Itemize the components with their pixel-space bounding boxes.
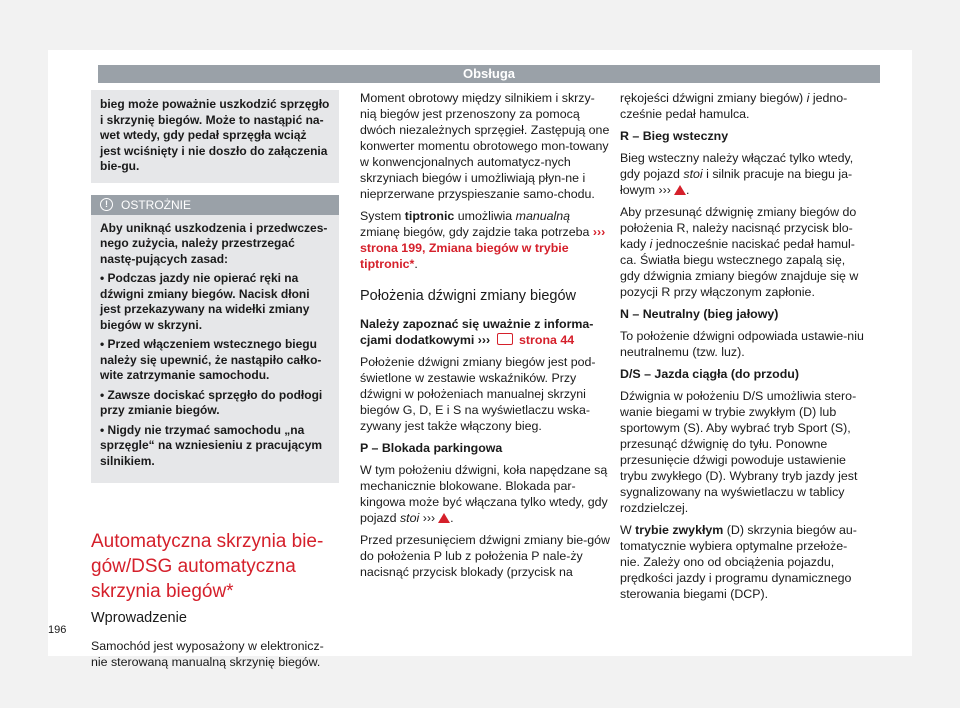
- text: System: [360, 209, 402, 223]
- text: i silnik pracuje na biegu ja-łowym ›››: [620, 167, 853, 197]
- caution-box: [91, 195, 339, 484]
- manual-page: [48, 50, 912, 669]
- text-italic: stoi: [683, 167, 703, 181]
- text: Bieg wsteczny należy włączać tylko wtedy, gdy pojazd: [620, 151, 854, 181]
- text: Należy zapoznać się uważnie z informa-cjami dodatkowymi ›››: [360, 317, 594, 347]
- heading-n: N – Neutralny (bieg jałowy): [620, 307, 779, 321]
- paragraph: [360, 462, 610, 526]
- heading-ds: D/S – Jazda ciągła (do przodu): [620, 367, 800, 381]
- caution-bullet: • Podczas jazdy nie opierać ręki na dźwigni zmiany biegów. Nacisk dłoni jest przekazywany na widełki zmiany biegów w skrzyni.: [100, 271, 330, 333]
- cross-reference-link[interactable]: strona 44: [519, 333, 575, 347]
- subsection-title: Wprowadzenie: [91, 610, 187, 626]
- text: .: [685, 183, 690, 197]
- note-box: [91, 90, 339, 183]
- caution-intro: Aby uniknąć uszkodzenia i przedwczes-nego zużycia, należy przestrzegać nastę-pujących zasad:: [100, 220, 328, 266]
- note-text: bieg może poważnie uszkodzić sprzęgło i skrzynię biegów. Może to nastąpić na-wet wtedy, gdy pedał sprzęgła wciąż jest wciśnięty i nie doszło do załączenia bie-gu.: [100, 97, 330, 173]
- text: jedno-cześnie pedał hamulca.: [620, 91, 848, 121]
- paragraph: [360, 316, 610, 348]
- text: Aby przesunąć dźwignię zmiany biegów do położenia R, należy nacisnąć przycisk blo-kady: [620, 205, 857, 251]
- text: .: [450, 511, 454, 525]
- text-italic: i: [649, 237, 653, 251]
- paragraph: Położenie dźwigni zmiany biegów jest pod-świetlone w zestawie wskaźników. Przy dźwigni w położeniach manualnej skrzyni biegów G, D, E i S na wyświetlaczu wska-zywany jest także włączony bieg.: [360, 355, 596, 433]
- paragraph: [620, 90, 864, 122]
- caution-bullet: • Przed włączeniem wstecznego biegu należy się upewnić, że nastąpiło całko-wite zatrzymanie samochodu.: [100, 337, 330, 384]
- text: umożliwia: [457, 209, 513, 223]
- paragraph: Dźwignia w położeniu D/S umożliwia stero-wanie biegami w trybie zwykłym (D) lub sportowym (S). Aby wybrać tryb Sport (S), przesunąć dźwignię do tyłu. Ponowne przesunięcie dźwigi powoduje ustawienie trybu zwykłego (D). Wybrany tryb jazdy jest sygnalizowany na wyświetlaczu w tablicy rozdzielczej.: [620, 389, 858, 515]
- text: (D) skrzynia biegów au-tomatycznie wybiera optymalne przełoże-nie. Zależy ono od obciążenia pojazdu, prędkości jazdy i programu dynamicznego sterowania biegami (DCP).: [620, 523, 857, 601]
- paragraph: To położenie dźwigni odpowiada ustawie-niu neutralnemu (tzw. luz).: [620, 329, 864, 359]
- caution-title: OSTROŻNIE: [121, 197, 192, 212]
- section-title: Automatyczna skrzynia bie-gów/DSG automatyczna skrzynia biegów*: [91, 531, 324, 602]
- caution-header: [91, 195, 339, 215]
- section-title: Położenia dźwigni zmiany biegów: [360, 288, 577, 304]
- paragraph: Przed przesunięciem dźwigni zmiany bie-gów do położenia P lub z położenia P nale-ży nacisnąć przycisk blokady (przycisk na: [360, 533, 610, 579]
- page-header: Obsługa: [98, 65, 880, 83]
- text: .: [414, 257, 418, 271]
- text: W: [620, 523, 632, 537]
- text: jednocześnie naciskać pedał hamul-ca. Światła biegu wstecznego zapalą się, gdy dźwignia zmiany biegów znajduje się w pozycji R przy włączonym zapłonie.: [620, 237, 859, 299]
- text: W tym położeniu dźwigni, koła napędzane są mechanicznie blokowane. Blokada par-kingowa może być włączana tylko wtedy, gdy pojazd: [360, 463, 608, 525]
- warning-triangle-icon[interactable]: [438, 513, 450, 523]
- column-middle: [360, 90, 610, 586]
- text-italic: stoi: [399, 511, 420, 525]
- book-icon: [497, 333, 513, 345]
- caution-bullet: • Zawsze dociskać sprzęgło do podłogi przy zmianie biegów.: [100, 388, 330, 419]
- caution-body: [91, 215, 339, 484]
- paragraph: [620, 150, 864, 198]
- exclamation-icon: !: [100, 198, 113, 211]
- intro-paragraph: Samochód jest wyposażony w elektronicz-nie sterowaną manualną skrzynię biegów.: [91, 639, 324, 669]
- text-italic: manualną: [515, 209, 571, 223]
- text-italic: i: [806, 91, 810, 105]
- paragraph: Moment obrotowy między silnikiem i skrzy-nią biegów jest przenoszony za pomocą dwóch niezależnych sprzęgieł. Zastępują one konwerter momentu obrotowego mon-towany w konwencjonalnych automatycz-nych skrzyniach biegów i umożliwiają płyn-ne i nieprzerwane przyspieszanie samo-chodu.: [360, 91, 610, 201]
- column-right: [620, 90, 864, 608]
- term-bold: trybie zwykłym: [635, 523, 724, 537]
- heading-r: R – Bieg wsteczny: [620, 129, 729, 143]
- warning-triangle-icon[interactable]: [674, 185, 686, 195]
- caution-bullet: • Nigdy nie trzymać samochodu „na sprzęgle“ na wzniesieniu z pracującym silnikiem.: [100, 423, 330, 470]
- paragraph: [620, 522, 864, 602]
- paragraph: [620, 204, 864, 300]
- heading-p: P – Blokada parkingowa: [360, 441, 503, 455]
- term-tiptronic: tiptronic: [404, 209, 455, 223]
- column-left: [91, 90, 339, 670]
- paragraph: [360, 208, 610, 272]
- text: rękojeści dźwigni zmiany biegów): [620, 91, 804, 105]
- text: zmianę biegów, gdy zajdzie taka potrzeba: [360, 225, 590, 239]
- page-number: 196: [48, 624, 67, 636]
- text: ›››: [422, 511, 436, 525]
- cross-reference-link[interactable]: ››› strona 199, Zmiana biegów w trybie tiptronic*: [360, 225, 606, 271]
